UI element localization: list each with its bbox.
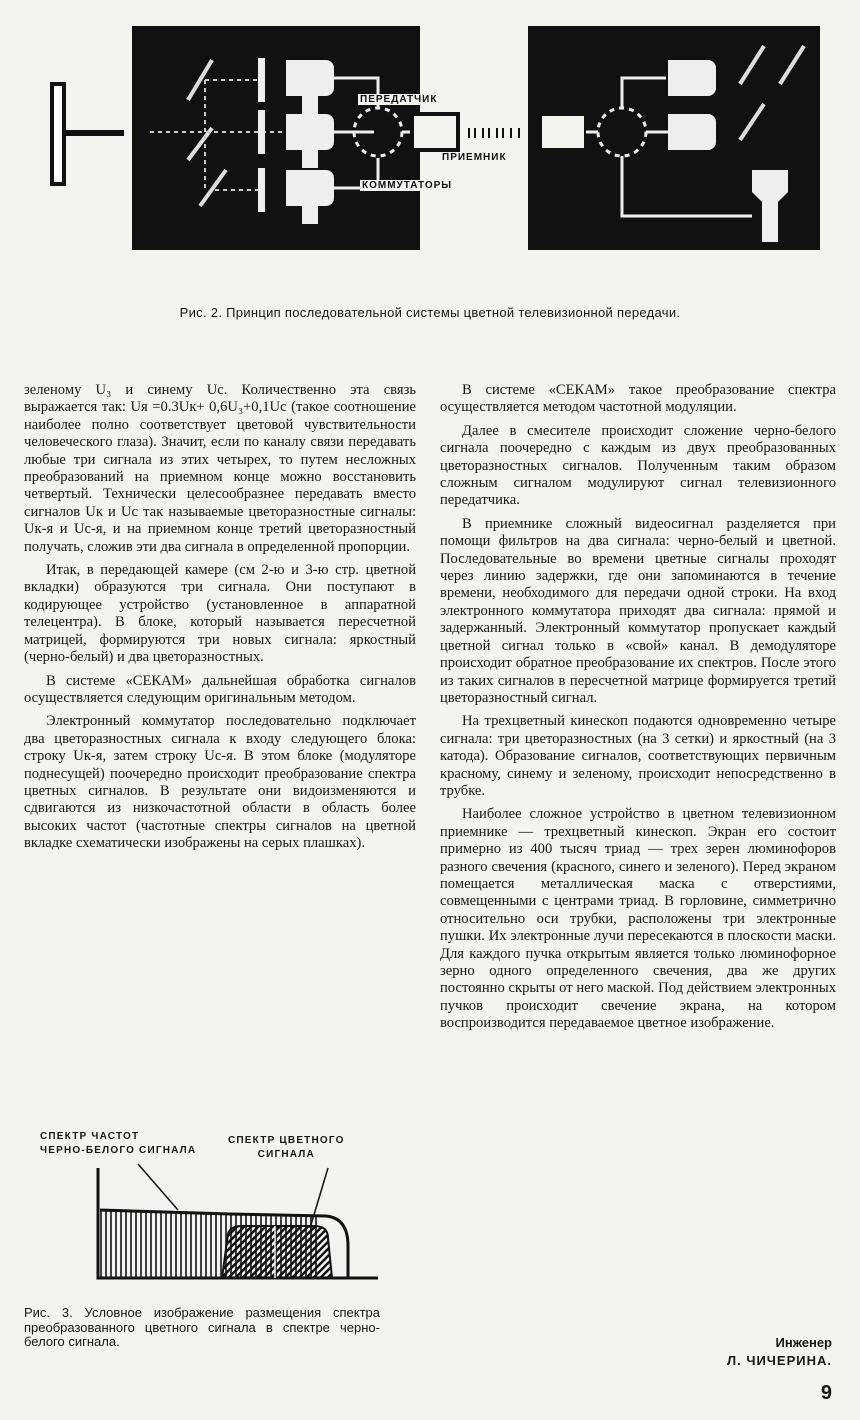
paragraph: В системе «СЕКАМ» дальнейшая обработка сигналов осуществляется следующим оригинальным методом. [24,672,416,706]
author-name: Л. ЧИЧЕРИНА. [726,1353,832,1368]
label-transmitter: ПЕРЕДАТЧИК [360,94,438,105]
figure-3-caption: Рис. 3. Условное изображение размещения спектра преобразованного цветного сигнала в спектре черно-белого сигнала. [24,1305,380,1349]
left-text-column [24,382,416,859]
figure-2-caption: Рис. 2. Принцип последовательной системы цветной телевизионной передачи. [179,305,681,320]
figure-3-spectrum-diagram [30,1128,390,1290]
label-commutators: КОММУТАТОРЫ [362,180,453,191]
right-text-column [440,382,836,1039]
paragraph: Итак, в передающей камере (см 2-ю и 3-ю стр. цветной вкладки) образуются три сигнала. Они поступают в кодирующее устройство (установленное в аппаратной телецентра). В блоке, который называется пересчетной матрицей, формируются три новых сигнала: яркостный (черно-белый) и два цветоразностных. [24,562,416,666]
label-color-spectrum: СПЕКТР ЦВЕТНОГО СИГНАЛА [228,1135,345,1160]
page-number: 9 [820,1382,832,1404]
paragraph: зеленому U₃ и синему Uc. Количественно эта связь выражается так: Uя =0.3Uк+ 0,6U₃+0,1Uc (такое соотношение наиболее полно соответствует цветовой чувствительности человеческого глаза). Значит, если по каналу связи передавать любые три сигнала из этих четырех, то путем несложных преобразований на приемном конце можно восстановить четвертый. Технически целесообразнее передавать вместо сигналов Uк и Uc так называемые цветоразностные сигналы: Uк-я и Uс-я, и на приемном конце третий цветоразностный получать, сложив эти два сигнала в определенной пропорции. [24,382,416,555]
label-receiver: ПРИЕМНИК [442,152,507,163]
paragraph: В приемнике сложный видеосигнал разделяется при помощи фильтров на два сигнала: черно-белый и цветной. Последовательные во времени цветные сигналы проходят через линию задержки, где они запоминаются в течение времени, необходимого для передачи одной строки. На вход электронного коммутатора приходят два сигнала: прямой и задержанный. Электронный коммутатор пропускает каждый цветной сигнал только в «свой» канал. В демодуляторе происходит обратное преобразование их спектров. После этого из таких сигналов в пересчетной матрице формируется третий цветоразностный сигнал. [440,515,836,706]
paragraph: Далее в смесителе происходит сложение черно-белого сигнала поочередно с каждым из двух преобразованных цветоразностных сигналов. Полученным таким образом сложным сигналом модулируют сигнал телевизионного передатчика. [440,422,836,509]
paragraph: На трехцветный кинескоп подаются одновременно четыре сигнала: три цветоразностных (на 3 сетки) и яркостный (на 3 катода). Образование сигналов, соответствующих первичным красному, синему и зеленому, происходит непосредственно в трубке. [440,713,836,799]
paragraph: Электронный коммутатор последовательно подключает два цветоразностных сигнала к входу следующего блока: строку Uк-я, затем строку Uс-я. В этом блоке (модуляторе поднесущей) поочередно происходит преобразование спектра цветных сигналов. В результате они видоизменяются и сдвигаются из низкочастотной области в область более высоких частот (частотные спектры сигналов на цветной вкладке схематически изображены на серых плашках). [24,713,416,852]
paragraph: Наиболее сложное устройство в цветном телевизионном приемнике — трехцветный кинескоп. Экран его состоит примерно из 400 тысяч триад — трех зерен люминофоров разного свечения (красного, синего и зеленого). Перед экраном помещается металлическая маска с отверстиями, совмещенными с центрами триад. В горловине, симметрично относительно оси трубки, расположены три электронные пушки. Их электронные лучи пересекаются в плоскости маски. Для каждого пучка открытым является только люминофорное зерно одного определенного свечения, два же других постоянно скрыты от него маской. Под действием электронных пучков происходит свечение экрана, на котором воспроизводится передаваемое цветное изображение. [440,806,836,1032]
label-bw-spectrum: СПЕКТР ЧАСТОТ ЧЕРНО-БЕЛОГО СИГНАЛА [40,1131,197,1156]
spectrum-plot [30,1128,390,1290]
author-signature [727,1334,832,1370]
author-title: Инженер [775,1335,832,1350]
figure-2-diagram [40,20,820,260]
paragraph: В системе «СЕКАМ» такое преобразование спектра осуществляется методом частотной модуляции. [440,382,836,416]
transmission-scheme-illustration [40,20,820,260]
